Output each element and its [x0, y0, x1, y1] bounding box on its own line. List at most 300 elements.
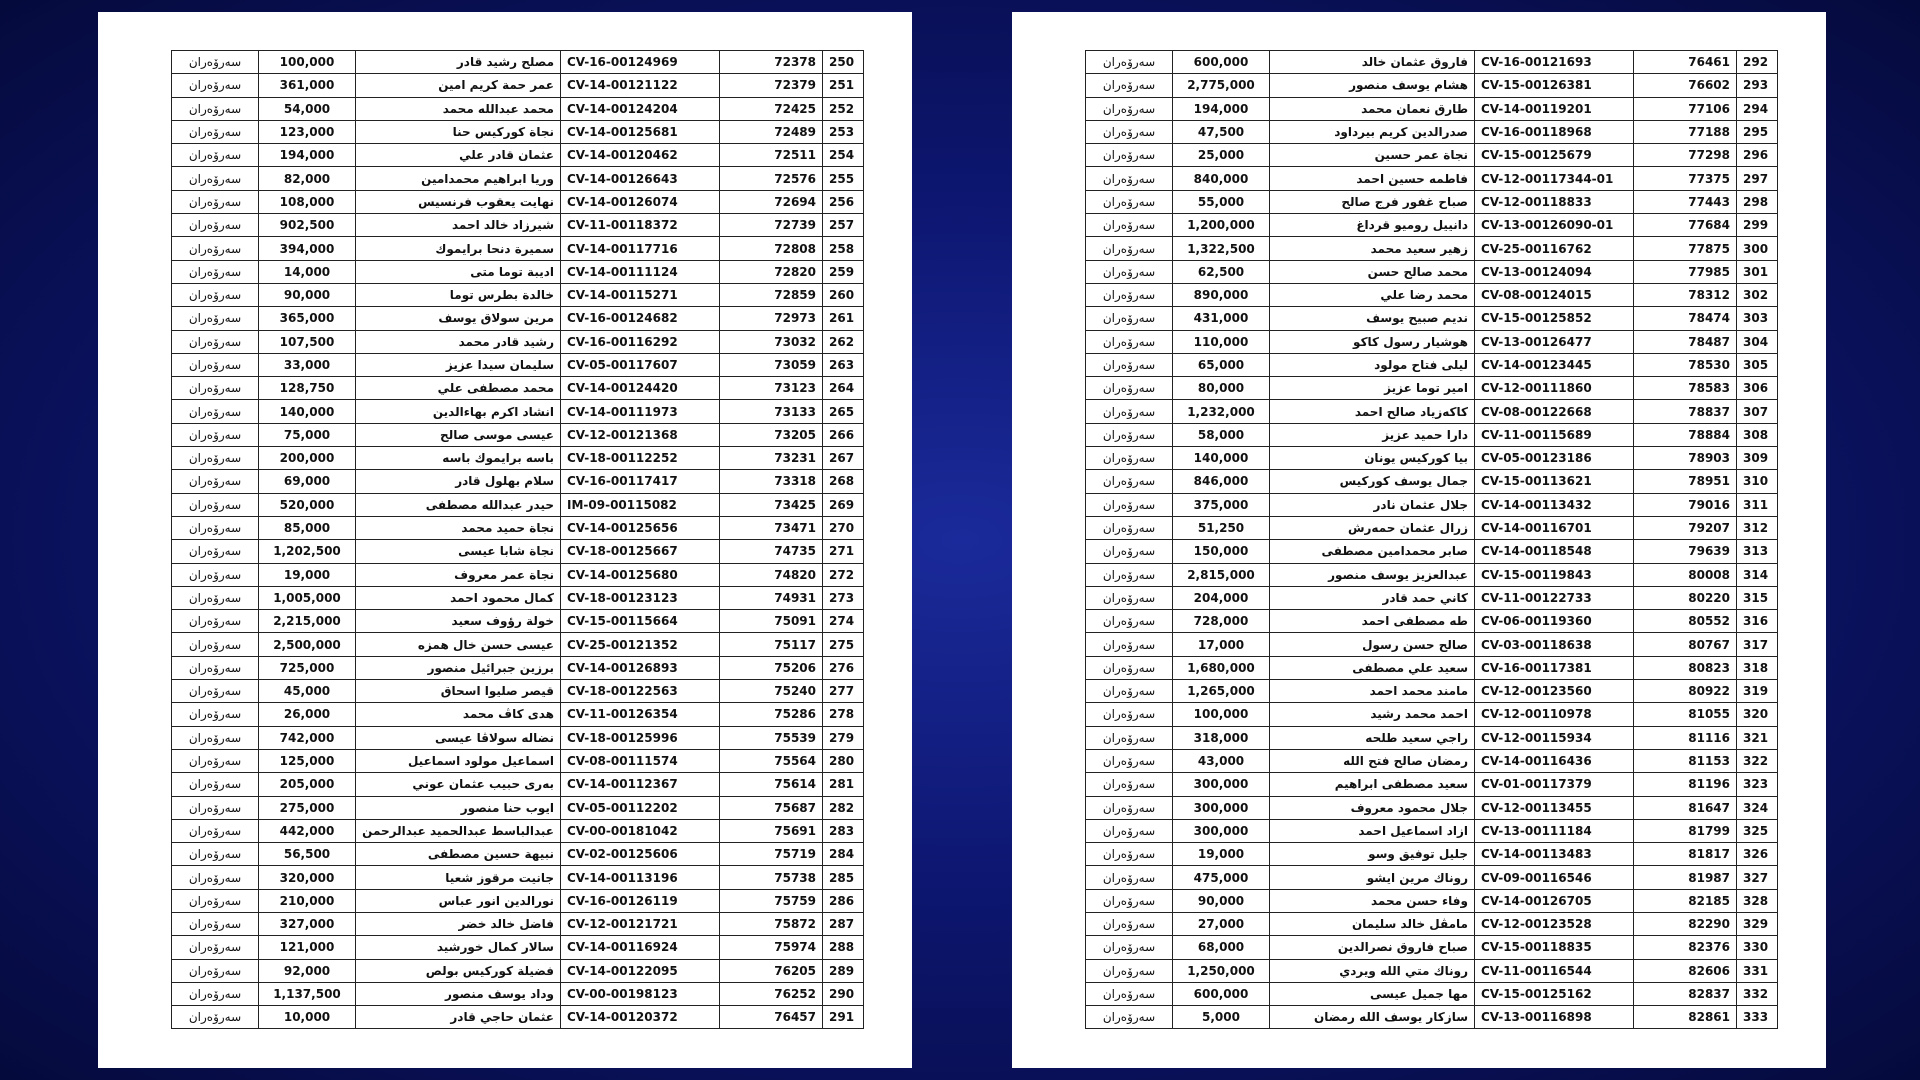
table-row: [172, 773, 864, 796]
amount-cell: 110,000: [1173, 330, 1270, 353]
name-cell: فاروق عثمان خالد: [1270, 51, 1475, 74]
city-cell: سەرۆەران: [1086, 540, 1173, 563]
row-number-cell: 323: [1737, 773, 1778, 796]
record-number-cell: 76205: [720, 959, 823, 982]
row-number-cell: 309: [1737, 447, 1778, 470]
record-number-cell: 72576: [720, 167, 823, 190]
table-row: [1086, 563, 1778, 586]
amount-cell: 33,000: [259, 353, 356, 376]
record-number-cell: 72808: [720, 237, 823, 260]
city-cell: سەرۆەران: [172, 214, 259, 237]
record-number-cell: 77298: [1634, 144, 1737, 167]
record-number-cell: 81799: [1634, 819, 1737, 842]
amount-cell: 520,000: [259, 493, 356, 516]
table-row: [172, 144, 864, 167]
city-cell: سەرۆەران: [1086, 167, 1173, 190]
table-row: [1086, 1006, 1778, 1029]
row-number-cell: 279: [823, 726, 864, 749]
row-number-cell: 301: [1737, 260, 1778, 283]
city-cell: سەرۆەران: [172, 610, 259, 633]
name-cell: باسه برايموك باسه: [356, 447, 561, 470]
record-number-cell: 81055: [1634, 703, 1737, 726]
amount-cell: 140,000: [1173, 447, 1270, 470]
record-number-cell: 76461: [1634, 51, 1737, 74]
name-cell: حيدر عبدالله مصطفى: [356, 493, 561, 516]
case-code-cell: CV-06-00119360: [1475, 610, 1634, 633]
name-cell: طه مصطفى احمد: [1270, 610, 1475, 633]
case-code-cell: CV-11-00118372: [561, 214, 720, 237]
table-row: [1086, 260, 1778, 283]
amount-cell: 204,000: [1173, 586, 1270, 609]
name-cell: رشيد قادر محمد: [356, 330, 561, 353]
table-row: [1086, 283, 1778, 306]
amount-cell: 200,000: [259, 447, 356, 470]
name-cell: اسماعيل مولود اسماعيل: [356, 749, 561, 772]
amount-cell: 55,000: [1173, 190, 1270, 213]
amount-cell: 90,000: [1173, 889, 1270, 912]
record-number-cell: 78312: [1634, 283, 1737, 306]
amount-cell: 5,000: [1173, 1006, 1270, 1029]
record-number-cell: 78487: [1634, 330, 1737, 353]
record-number-cell: 75687: [720, 796, 823, 819]
city-cell: سەرۆەران: [1086, 586, 1173, 609]
table-row: [172, 843, 864, 866]
city-cell: سەرۆەران: [172, 190, 259, 213]
row-number-cell: 285: [823, 866, 864, 889]
amount-cell: 431,000: [1173, 307, 1270, 330]
city-cell: سەرۆەران: [1086, 74, 1173, 97]
row-number-cell: 276: [823, 656, 864, 679]
record-number-cell: 75759: [720, 889, 823, 912]
name-cell: صابر محمدامين مصطفى: [1270, 540, 1475, 563]
record-number-cell: 73425: [720, 493, 823, 516]
case-code-cell: CV-14-00125680: [561, 563, 720, 586]
case-code-cell: CV-12-00115934: [1475, 726, 1634, 749]
document-page-right: [1012, 12, 1826, 1068]
row-number-cell: 304: [1737, 330, 1778, 353]
amount-cell: 56,500: [259, 843, 356, 866]
name-cell: نجاة عمر حسين: [1270, 144, 1475, 167]
ledger-table-left: [171, 50, 864, 1029]
city-cell: سەرۆەران: [172, 516, 259, 539]
amount-cell: 62,500: [1173, 260, 1270, 283]
name-cell: مامند محمد احمد: [1270, 680, 1475, 703]
case-code-cell: CV-16-00126119: [561, 889, 720, 912]
name-cell: خالدة بطرس توما: [356, 283, 561, 306]
amount-cell: 100,000: [259, 51, 356, 74]
name-cell: طارق نعمان محمد: [1270, 97, 1475, 120]
city-cell: سەرۆەران: [172, 144, 259, 167]
row-number-cell: 270: [823, 516, 864, 539]
table-row: [172, 400, 864, 423]
row-number-cell: 332: [1737, 982, 1778, 1005]
amount-cell: 43,000: [1173, 749, 1270, 772]
amount-cell: 320,000: [259, 866, 356, 889]
table-row: [1086, 773, 1778, 796]
city-cell: سەرۆەران: [172, 470, 259, 493]
case-code-cell: CV-18-00112252: [561, 447, 720, 470]
city-cell: سەرۆەران: [1086, 982, 1173, 1005]
amount-cell: 51,250: [1173, 516, 1270, 539]
row-number-cell: 313: [1737, 540, 1778, 563]
table-row: [1086, 51, 1778, 74]
amount-cell: 121,000: [259, 936, 356, 959]
case-code-cell: CV-00-00198123: [561, 982, 720, 1005]
city-cell: سەرۆەران: [1086, 330, 1173, 353]
case-code-cell: CV-15-00113621: [1475, 470, 1634, 493]
amount-cell: 107,500: [259, 330, 356, 353]
city-cell: سەرۆەران: [1086, 936, 1173, 959]
name-cell: نديم صبيح يوسف: [1270, 307, 1475, 330]
name-cell: كاكەزياد صالح احمد: [1270, 400, 1475, 423]
city-cell: سەرۆەران: [172, 423, 259, 446]
table-row: [172, 353, 864, 376]
amount-cell: 902,500: [259, 214, 356, 237]
city-cell: سەرۆەران: [1086, 912, 1173, 935]
table-row: [1086, 214, 1778, 237]
case-code-cell: CV-16-00124682: [561, 307, 720, 330]
city-cell: سەرۆەران: [172, 680, 259, 703]
city-cell: سەرۆەران: [172, 283, 259, 306]
record-number-cell: 72973: [720, 307, 823, 330]
case-code-cell: CV-14-00113196: [561, 866, 720, 889]
row-number-cell: 268: [823, 470, 864, 493]
record-number-cell: 77375: [1634, 167, 1737, 190]
case-code-cell: CV-16-00117417: [561, 470, 720, 493]
table-row: [1086, 516, 1778, 539]
name-cell: هشام يوسف منصور: [1270, 74, 1475, 97]
case-code-cell: CV-14-00117716: [561, 237, 720, 260]
row-number-cell: 265: [823, 400, 864, 423]
row-number-cell: 297: [1737, 167, 1778, 190]
row-number-cell: 287: [823, 912, 864, 935]
table-row: [1086, 749, 1778, 772]
name-cell: زهير سعيد محمد: [1270, 237, 1475, 260]
record-number-cell: 80823: [1634, 656, 1737, 679]
record-number-cell: 74820: [720, 563, 823, 586]
name-cell: مصلح رشيد قادر: [356, 51, 561, 74]
amount-cell: 728,000: [1173, 610, 1270, 633]
record-number-cell: 82861: [1634, 1006, 1737, 1029]
row-number-cell: 298: [1737, 190, 1778, 213]
record-number-cell: 77443: [1634, 190, 1737, 213]
record-number-cell: 72511: [720, 144, 823, 167]
city-cell: سەرۆەران: [1086, 237, 1173, 260]
record-number-cell: 73133: [720, 400, 823, 423]
name-cell: ازاد اسماعيل احمد: [1270, 819, 1475, 842]
amount-cell: 1,265,000: [1173, 680, 1270, 703]
case-code-cell: CV-13-00124094: [1475, 260, 1634, 283]
table-row: [1086, 889, 1778, 912]
row-number-cell: 307: [1737, 400, 1778, 423]
city-cell: سەرۆەران: [172, 936, 259, 959]
amount-cell: 890,000: [1173, 283, 1270, 306]
name-cell: كمال محمود احمد: [356, 586, 561, 609]
row-number-cell: 263: [823, 353, 864, 376]
case-code-cell: CV-14-00111973: [561, 400, 720, 423]
table-row: [172, 749, 864, 772]
case-code-cell: CV-18-00123123: [561, 586, 720, 609]
case-code-cell: CV-14-00126643: [561, 167, 720, 190]
record-number-cell: 75117: [720, 633, 823, 656]
case-code-cell: CV-14-00120462: [561, 144, 720, 167]
name-cell: برزين جبرائيل منصور: [356, 656, 561, 679]
table-row: [1086, 656, 1778, 679]
row-number-cell: 266: [823, 423, 864, 446]
city-cell: سەرۆەران: [172, 51, 259, 74]
city-cell: سەرۆەران: [172, 749, 259, 772]
row-number-cell: 326: [1737, 843, 1778, 866]
name-cell: جليل توفيق وسو: [1270, 843, 1475, 866]
amount-cell: 846,000: [1173, 470, 1270, 493]
row-number-cell: 261: [823, 307, 864, 330]
name-cell: نهايت يعقوب فرنسيس: [356, 190, 561, 213]
case-code-cell: CV-14-00116924: [561, 936, 720, 959]
name-cell: سلام بهلول قادر: [356, 470, 561, 493]
table-row: [172, 1006, 864, 1029]
case-code-cell: CV-25-00116762: [1475, 237, 1634, 260]
record-number-cell: 78951: [1634, 470, 1737, 493]
case-code-cell: CV-14-00121122: [561, 74, 720, 97]
name-cell: صالح حسن رسول: [1270, 633, 1475, 656]
row-number-cell: 250: [823, 51, 864, 74]
name-cell: مرين سولاق يوسف: [356, 307, 561, 330]
row-number-cell: 296: [1737, 144, 1778, 167]
row-number-cell: 310: [1737, 470, 1778, 493]
record-number-cell: 78583: [1634, 377, 1737, 400]
city-cell: سەرۆەران: [1086, 889, 1173, 912]
amount-cell: 19,000: [1173, 843, 1270, 866]
table-row: [172, 377, 864, 400]
record-number-cell: 72739: [720, 214, 823, 237]
row-number-cell: 257: [823, 214, 864, 237]
amount-cell: 123,000: [259, 120, 356, 143]
case-code-cell: CV-09-00116546: [1475, 866, 1634, 889]
amount-cell: 140,000: [259, 400, 356, 423]
city-cell: سەرۆەران: [172, 167, 259, 190]
amount-cell: 475,000: [1173, 866, 1270, 889]
case-code-cell: CV-12-00123528: [1475, 912, 1634, 935]
table-row: [172, 283, 864, 306]
city-cell: سەرۆەران: [172, 796, 259, 819]
case-code-cell: CV-03-00118638: [1475, 633, 1634, 656]
table-row: [1086, 819, 1778, 842]
amount-cell: 2,215,000: [259, 610, 356, 633]
name-cell: امير توما عزيز: [1270, 377, 1475, 400]
name-cell: محمد مصطفى علي: [356, 377, 561, 400]
case-code-cell: CV-12-00111860: [1475, 377, 1634, 400]
city-cell: سەرۆەران: [172, 959, 259, 982]
amount-cell: 742,000: [259, 726, 356, 749]
row-number-cell: 280: [823, 749, 864, 772]
row-number-cell: 291: [823, 1006, 864, 1029]
amount-cell: 600,000: [1173, 982, 1270, 1005]
record-number-cell: 82837: [1634, 982, 1737, 1005]
city-cell: سەرۆەران: [1086, 796, 1173, 819]
case-code-cell: CV-12-00123560: [1475, 680, 1634, 703]
case-code-cell: CV-01-00117379: [1475, 773, 1634, 796]
record-number-cell: 78837: [1634, 400, 1737, 423]
case-code-cell: CV-16-00124969: [561, 51, 720, 74]
amount-cell: 300,000: [1173, 796, 1270, 819]
row-number-cell: 259: [823, 260, 864, 283]
city-cell: سەرۆەران: [1086, 703, 1173, 726]
record-number-cell: 79639: [1634, 540, 1737, 563]
city-cell: سەرۆەران: [1086, 843, 1173, 866]
row-number-cell: 254: [823, 144, 864, 167]
case-code-cell: CV-14-00116436: [1475, 749, 1634, 772]
table-row: [1086, 703, 1778, 726]
row-number-cell: 260: [823, 283, 864, 306]
table-row: [172, 74, 864, 97]
case-code-cell: CV-11-00122733: [1475, 586, 1634, 609]
city-cell: سەرۆەران: [1086, 214, 1173, 237]
record-number-cell: 78884: [1634, 423, 1737, 446]
amount-cell: 2,775,000: [1173, 74, 1270, 97]
record-number-cell: 81153: [1634, 749, 1737, 772]
name-cell: روناك مرين ايشو: [1270, 866, 1475, 889]
city-cell: سەرۆەران: [1086, 377, 1173, 400]
city-cell: سەرۆەران: [1086, 423, 1173, 446]
name-cell: جمال يوسف كوركيس: [1270, 470, 1475, 493]
city-cell: سەرۆەران: [172, 843, 259, 866]
case-code-cell: CV-15-00125162: [1475, 982, 1634, 1005]
name-cell: سميرة دنحا برايموك: [356, 237, 561, 260]
case-code-cell: CV-02-00125606: [561, 843, 720, 866]
table-row: [1086, 866, 1778, 889]
amount-cell: 108,000: [259, 190, 356, 213]
name-cell: فضيلة كوركيس بولص: [356, 959, 561, 982]
table-row: [172, 866, 864, 889]
record-number-cell: 75872: [720, 912, 823, 935]
table-row: [1086, 936, 1778, 959]
row-number-cell: 281: [823, 773, 864, 796]
amount-cell: 194,000: [259, 144, 356, 167]
name-cell: ايوب حنا منصور: [356, 796, 561, 819]
case-code-cell: CV-11-00115689: [1475, 423, 1634, 446]
city-cell: سەرۆەران: [172, 889, 259, 912]
table-row: [172, 819, 864, 842]
amount-cell: 58,000: [1173, 423, 1270, 446]
amount-cell: 75,000: [259, 423, 356, 446]
amount-cell: 125,000: [259, 749, 356, 772]
city-cell: سەرۆەران: [1086, 656, 1173, 679]
case-code-cell: CV-14-00124204: [561, 97, 720, 120]
table-row: [172, 493, 864, 516]
record-number-cell: 72378: [720, 51, 823, 74]
city-cell: سەرۆەران: [172, 74, 259, 97]
amount-cell: 442,000: [259, 819, 356, 842]
city-cell: سەرۆەران: [172, 656, 259, 679]
city-cell: سەرۆەران: [1086, 260, 1173, 283]
city-cell: سەرۆەران: [172, 912, 259, 935]
name-cell: احمد محمد رشيد: [1270, 703, 1475, 726]
record-number-cell: 82606: [1634, 959, 1737, 982]
row-number-cell: 278: [823, 703, 864, 726]
name-cell: سعيد مصطفى ابراهيم: [1270, 773, 1475, 796]
amount-cell: 2,815,000: [1173, 563, 1270, 586]
city-cell: سەرۆەران: [172, 866, 259, 889]
record-number-cell: 77106: [1634, 97, 1737, 120]
amount-cell: 1,250,000: [1173, 959, 1270, 982]
table-row: [172, 959, 864, 982]
table-row: [172, 120, 864, 143]
row-number-cell: 258: [823, 237, 864, 260]
case-code-cell: CV-15-00119843: [1475, 563, 1634, 586]
table-row: [1086, 144, 1778, 167]
city-cell: سەرۆەران: [172, 307, 259, 330]
amount-cell: 17,000: [1173, 633, 1270, 656]
name-cell: نضاله سولاڤا عيسى: [356, 726, 561, 749]
city-cell: سەرۆەران: [172, 819, 259, 842]
amount-cell: 68,000: [1173, 936, 1270, 959]
amount-cell: 361,000: [259, 74, 356, 97]
row-number-cell: 315: [1737, 586, 1778, 609]
city-cell: سەرۆەران: [172, 982, 259, 1005]
table-row: [1086, 237, 1778, 260]
name-cell: عمر حمة كريم امين: [356, 74, 561, 97]
city-cell: سەرۆەران: [172, 260, 259, 283]
record-number-cell: 75091: [720, 610, 823, 633]
record-number-cell: 80767: [1634, 633, 1737, 656]
name-cell: عثمان حاجي قادر: [356, 1006, 561, 1029]
row-number-cell: 324: [1737, 796, 1778, 819]
name-cell: هدى كاڤ محمد: [356, 703, 561, 726]
record-number-cell: 80008: [1634, 563, 1737, 586]
row-number-cell: 267: [823, 447, 864, 470]
name-cell: نورالدين انور عباس: [356, 889, 561, 912]
row-number-cell: 318: [1737, 656, 1778, 679]
city-cell: سەرۆەران: [172, 1006, 259, 1029]
case-code-cell: CV-14-00112367: [561, 773, 720, 796]
name-cell: محمد صالح حسن: [1270, 260, 1475, 283]
city-cell: سەرۆەران: [1086, 307, 1173, 330]
city-cell: سەرۆەران: [172, 540, 259, 563]
amount-cell: 394,000: [259, 237, 356, 260]
table-row: [172, 912, 864, 935]
table-row: [1086, 447, 1778, 470]
row-number-cell: 302: [1737, 283, 1778, 306]
name-cell: صدرالدين كريم بيرداود: [1270, 120, 1475, 143]
table-row: [172, 703, 864, 726]
record-number-cell: 74931: [720, 586, 823, 609]
name-cell: بيا كوركيس يونان: [1270, 447, 1475, 470]
city-cell: سەرۆەران: [1086, 773, 1173, 796]
name-cell: عيسى حسن خال همزه: [356, 633, 561, 656]
table-row: [1086, 959, 1778, 982]
name-cell: مامڤل خالد سليمان: [1270, 912, 1475, 935]
table-row: [1086, 167, 1778, 190]
name-cell: عبدالباسط عبدالحميد عبدالرحمن: [356, 819, 561, 842]
city-cell: سەرۆەران: [1086, 749, 1173, 772]
city-cell: سەرۆەران: [1086, 120, 1173, 143]
row-number-cell: 255: [823, 167, 864, 190]
row-number-cell: 269: [823, 493, 864, 516]
name-cell: انشاد اكرم بهاءالدين: [356, 400, 561, 423]
row-number-cell: 303: [1737, 307, 1778, 330]
case-code-cell: CV-12-00121368: [561, 423, 720, 446]
amount-cell: 1,137,500: [259, 982, 356, 1005]
record-number-cell: 72489: [720, 120, 823, 143]
city-cell: سەرۆەران: [1086, 97, 1173, 120]
amount-cell: 300,000: [1173, 773, 1270, 796]
case-code-cell: CV-05-00123186: [1475, 447, 1634, 470]
table-row: [1086, 470, 1778, 493]
table-row: [1086, 423, 1778, 446]
amount-cell: 327,000: [259, 912, 356, 935]
case-code-cell: CV-08-00111574: [561, 749, 720, 772]
row-number-cell: 299: [1737, 214, 1778, 237]
